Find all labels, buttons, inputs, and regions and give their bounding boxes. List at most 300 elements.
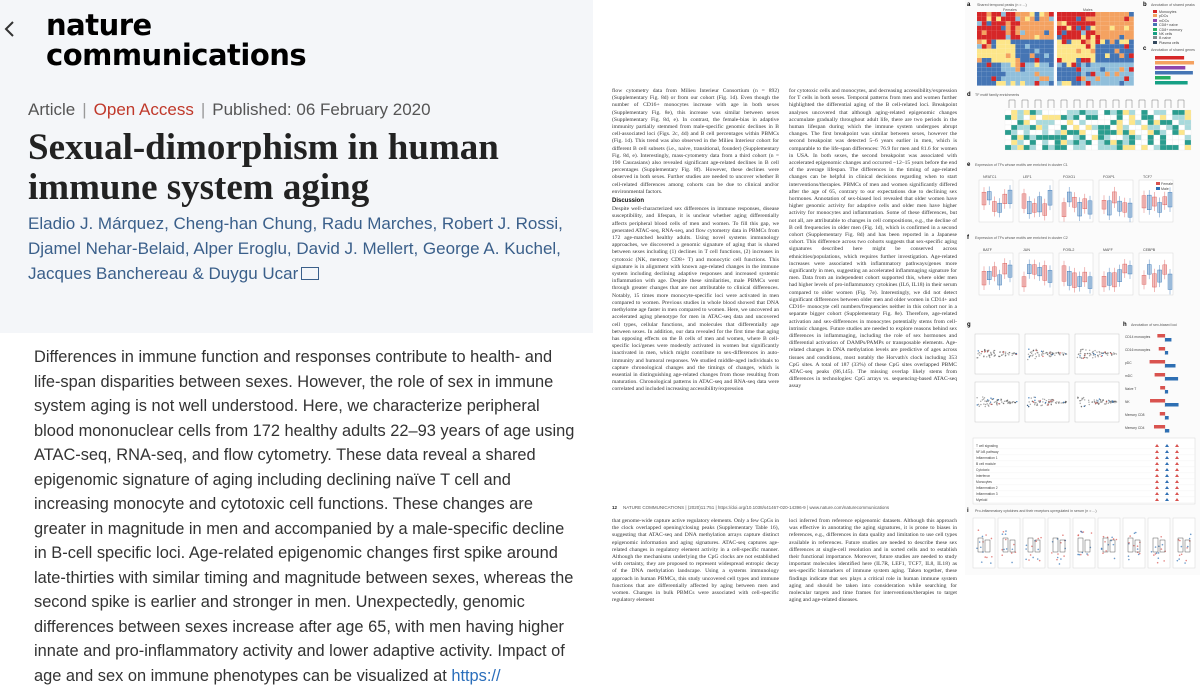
heatmap-cell <box>1119 17 1124 22</box>
heatmap-cell <box>1071 44 1076 49</box>
motif-cell <box>1011 135 1017 140</box>
ma-point <box>991 398 992 399</box>
ma-point <box>1001 354 1002 355</box>
c2-box <box>1147 265 1151 275</box>
cytokine-point <box>1011 562 1013 564</box>
heatmap-cell <box>1100 21 1105 26</box>
c2-box <box>998 275 1002 285</box>
heatmap-cell <box>1035 53 1040 58</box>
heatmap-cell <box>982 63 987 68</box>
heatmap-cell <box>1035 17 1040 22</box>
ma-point <box>1060 402 1061 403</box>
ma-point <box>1015 402 1016 403</box>
motif-cell <box>1141 140 1147 145</box>
chevron-left-icon[interactable] <box>0 18 22 40</box>
heatmap-cell <box>1039 53 1044 58</box>
cytokine-point <box>1177 560 1179 562</box>
heatmap-cell <box>991 53 996 58</box>
heatmap-cell <box>1105 72 1110 77</box>
ma-point <box>1016 353 1017 354</box>
heatmap-cell <box>1035 12 1040 17</box>
heatmap-cell <box>1100 12 1105 17</box>
heatmap-cell <box>1030 17 1035 22</box>
ma-point <box>1080 353 1081 354</box>
mail-icon[interactable] <box>301 267 319 280</box>
motif-cell <box>1185 140 1191 145</box>
ma-point <box>1042 352 1043 353</box>
heatmap-cell <box>1115 44 1120 49</box>
motif-cell <box>1135 130 1141 135</box>
ma-point <box>980 353 981 354</box>
ma-point <box>1043 353 1044 354</box>
heatmap-cell <box>1044 12 1049 17</box>
heatmap-cell <box>1124 40 1129 45</box>
heatmap-cell <box>1067 81 1072 86</box>
motif-cell <box>1166 130 1172 135</box>
heatmap-cell <box>1105 63 1110 68</box>
heatmap-cell <box>1100 17 1105 22</box>
legend-label: CD8+ naive <box>1159 23 1178 28</box>
heatmap-cell <box>1062 30 1067 35</box>
heatmap-cell <box>1129 44 1134 49</box>
cytokine-point <box>1181 546 1183 548</box>
heatmap-cell <box>1001 72 1006 77</box>
motif-cell <box>1024 120 1030 125</box>
cytokine-point <box>1179 540 1181 542</box>
legend-male-label: Male <box>1161 187 1169 191</box>
heatmap-cell <box>1030 26 1035 31</box>
col4-text: loci inferred from reference epigenomic datasets. Although this approach was effective in annotating the aging signatures, it is prone to biases in references, e.g., differences in data quality and limitation to use cell types available in references. Future studies are needed to describe these sex differences at single-cell resolution and in sorted cells and to establish their functional importance. Moreover, future studies are needed to study important molecules identified here (IL7R, LEF1, TCF7, IL8, IL18) as sex-specific biomarkers of immune system aging. Taken together, these findings indicate that sex plays a critical role in human immune system aging and should be taken into consideration while searching for molecular targets and time frames for interventions/therapies to target aging and age-related diseases. <box>789 518 957 604</box>
motif-cell <box>1067 115 1073 120</box>
heatmap-cell <box>977 26 982 31</box>
heatmap-cell <box>1100 30 1105 35</box>
ma-point <box>982 396 983 397</box>
cytokine-point <box>1083 531 1085 533</box>
ma-point <box>1030 352 1031 353</box>
heatmap-cell <box>991 49 996 54</box>
heatmap-cell <box>996 76 1001 81</box>
motif-cell <box>1141 120 1147 125</box>
heatmap-cell <box>1081 58 1086 63</box>
motif-cell <box>1048 130 1054 135</box>
motif-cell <box>1160 135 1166 140</box>
c1-box <box>1128 203 1132 217</box>
heatmap-cell <box>1049 76 1054 81</box>
cytokine-point <box>1135 532 1137 534</box>
heatmap-cell <box>1124 21 1129 26</box>
heatmap-cell <box>1049 17 1054 22</box>
c2-box <box>992 267 996 276</box>
male-bar <box>1165 429 1169 433</box>
heatmap-cell <box>1086 67 1091 72</box>
cytokine-point <box>991 538 993 540</box>
heatmap-cell <box>1086 17 1091 22</box>
motif-cell <box>1005 135 1011 140</box>
heatmap-cell <box>1006 40 1011 45</box>
cytokine-point <box>1157 562 1159 564</box>
page-column-2 <box>789 88 957 508</box>
motif-cell <box>1154 115 1160 120</box>
ma-point <box>1094 399 1095 400</box>
dendrogram-branch <box>1074 100 1080 108</box>
expr-c2-label: Expression of TFs whose motifs are enriched in cluster C2 <box>975 236 1068 240</box>
heatmap-cell <box>996 17 1001 22</box>
heatmap-cell <box>1039 49 1044 54</box>
motif-cell <box>1135 120 1141 125</box>
motif-cell <box>1005 120 1011 125</box>
cytokine-point <box>1116 539 1118 541</box>
motif-cell <box>1017 125 1023 130</box>
c1-box <box>1142 196 1146 208</box>
female-bar <box>1150 399 1165 403</box>
motif-cell <box>1117 110 1123 115</box>
heatmap-cell <box>977 76 982 81</box>
cytokine-point <box>1035 540 1037 542</box>
cytokine-point <box>1005 530 1007 532</box>
ma-point <box>1043 350 1044 351</box>
motif-cell <box>1073 135 1079 140</box>
heatmap-cell <box>1049 53 1054 58</box>
heatmap-cell <box>1006 35 1011 40</box>
heatmap-cell <box>1115 49 1120 54</box>
ma-point <box>1100 399 1101 400</box>
heatmap-cell <box>982 12 987 17</box>
cytokine-plot-frame <box>998 518 1020 568</box>
heatmap-cell <box>1011 26 1016 31</box>
cytokine-plot-frame <box>1023 518 1045 568</box>
heatmap-cell <box>1020 72 1025 77</box>
motif-cell <box>1098 120 1104 125</box>
c2-box <box>1123 264 1127 273</box>
journal-logo-line2: communications <box>46 38 307 72</box>
heatmap-cell <box>1001 26 1006 31</box>
ma-point <box>980 401 981 402</box>
heatmap-cell <box>1129 72 1134 77</box>
heatmap-cell <box>1071 40 1076 45</box>
motif-cell <box>1172 120 1178 125</box>
ma-point <box>1081 358 1082 359</box>
c1-gene-label: NFATC1 <box>983 175 997 179</box>
ma-point <box>988 405 989 406</box>
cytokine-point <box>1155 553 1157 555</box>
sex-loci-row-label: NK <box>1125 400 1130 404</box>
heatmap-cell <box>1011 44 1016 49</box>
heatmap-cell <box>1035 30 1040 35</box>
heatmap-cell <box>977 44 982 49</box>
author-names[interactable]: Eladio J. Márquez, Cheng-han Chung, Radu Marches, Robert J. Rossi, Djamel Nehar-Belaid, Alper Eroglu, David J. Mellert, George A. Kuchel, Jacques Banchereau & Duygu Ucar <box>28 214 563 283</box>
motif-cell <box>1092 135 1098 140</box>
heatmap-cell <box>1044 49 1049 54</box>
male-bar <box>1165 390 1168 394</box>
heatmap-cell <box>991 44 996 49</box>
motif-cell <box>1092 110 1098 115</box>
ma-point <box>1046 352 1047 353</box>
motif-cell <box>1061 110 1067 115</box>
panel-label-d: d <box>967 92 971 98</box>
heatmap-cell <box>1129 67 1134 72</box>
ma-point <box>1095 403 1096 404</box>
motif-cell <box>1030 145 1036 150</box>
ma-point <box>1099 354 1100 355</box>
cytokine-point <box>1114 558 1116 560</box>
motif-cell <box>1135 125 1141 130</box>
heatmap-cell <box>1049 44 1054 49</box>
journal-logo[interactable] <box>46 10 306 70</box>
cytokine-point <box>1001 554 1003 556</box>
heatmap-cell <box>1081 81 1086 86</box>
heatmap-cell <box>1057 49 1062 54</box>
motif-cell <box>1117 115 1123 120</box>
heatmap-cell <box>1057 30 1062 35</box>
ma-point <box>1007 353 1008 354</box>
ma-point <box>979 352 980 353</box>
motif-cell <box>1141 115 1147 120</box>
ma-point <box>977 404 978 405</box>
ma-point <box>1092 352 1093 353</box>
c1-box <box>982 192 986 205</box>
ma-point <box>1097 400 1098 401</box>
heatmap-cell <box>987 21 992 26</box>
motif-cell <box>1179 125 1185 130</box>
cytokine-point <box>1137 545 1139 547</box>
heatmap-cell <box>1025 53 1030 58</box>
ma-point <box>1042 398 1043 399</box>
ma-point <box>1050 353 1051 354</box>
motif-cell <box>1079 125 1085 130</box>
ma-point <box>994 355 995 356</box>
heatmap-cell <box>1039 40 1044 45</box>
motif-cell <box>1005 115 1011 120</box>
motif-cell <box>1166 125 1172 130</box>
heatmap-cell <box>1115 76 1120 81</box>
heatmap-cell <box>1105 26 1110 31</box>
motif-cell <box>1024 125 1030 130</box>
cytokine-point <box>1003 549 1005 551</box>
ma-point <box>1005 355 1006 356</box>
ma-point <box>1005 351 1006 352</box>
c1-box <box>1123 203 1127 213</box>
motif-cell <box>1067 120 1073 125</box>
c2-box <box>1003 263 1007 274</box>
motif-cell <box>1123 125 1129 130</box>
ma-point <box>1030 404 1031 405</box>
heatmap-cell <box>1006 76 1011 81</box>
motif-cell <box>1098 130 1104 135</box>
ma-point <box>1108 403 1109 404</box>
ma-point <box>1012 401 1013 402</box>
male-bar <box>1165 416 1169 420</box>
motif-cell <box>1172 110 1178 115</box>
dendrogram-branch <box>1087 100 1093 108</box>
col3-text: that genome-wide capture active regulatory elements. Only a few CpGs in the clock overlapped opening/closing peaks (Supplementary Table 16), suggesting that ATAC-seq and DNA methylation arrays capture distinct epigenomic information and aging signatures. ATAC-seq captures age-related changes in regulatory element activity in a cell-specific manner. Although the mechanisms underlying the CpG clocks are not established with certainty, they are proposed to represent widespread entropic decay of the DNA methylation landscape. Using a systems immunology approach in human PBMCs, this study uncovered cell types and immune functions that are differentially affected by aging between men and women. Changes in bulk PBMCs were associated with cell-specific regulatory element <box>612 518 779 604</box>
cytokine-point <box>1056 559 1058 561</box>
ma-point <box>976 397 977 398</box>
motif-cell <box>1036 130 1042 135</box>
heatmap-cell <box>1129 12 1134 17</box>
motif-cell <box>1123 140 1129 145</box>
motif-cell <box>1172 130 1178 135</box>
ma-point <box>1086 357 1087 358</box>
heatmap-cell <box>1110 40 1115 45</box>
heatmap-cell <box>982 21 987 26</box>
ma-point <box>1010 402 1011 403</box>
heatmap-cell <box>1039 44 1044 49</box>
ma-point <box>1095 356 1096 357</box>
motif-cell <box>1073 145 1079 150</box>
heatmap-cell <box>991 30 996 35</box>
heatmap-cell <box>1011 76 1016 81</box>
ma-point <box>1108 400 1109 401</box>
heatmap-cell <box>1067 76 1072 81</box>
motif-cell <box>1086 140 1092 145</box>
article-title: Sexual-dimorphism in human immune system aging <box>28 127 499 208</box>
cytokine-point <box>1080 554 1082 556</box>
cytokine-plot-frame <box>1048 518 1070 568</box>
motif-cell <box>1092 115 1098 120</box>
c2-box <box>1158 270 1162 282</box>
motif-cell <box>1048 120 1054 125</box>
motif-cell <box>1160 115 1166 120</box>
motif-cell <box>1135 145 1141 150</box>
motif-cell <box>1148 130 1154 135</box>
ma-point <box>997 400 998 401</box>
pathway-row-label: Monocytes <box>976 480 992 484</box>
heatmap-cell <box>1067 26 1072 31</box>
pathway-row-label: NF-kB pathway <box>976 450 999 454</box>
cytokine-point <box>1107 544 1109 546</box>
dendrogram-branch <box>1113 100 1119 108</box>
dendrogram-branch <box>1048 100 1054 108</box>
heatmap-cell <box>1071 30 1076 35</box>
ma-point <box>1034 358 1035 359</box>
ma-point <box>987 403 988 404</box>
cytokine-point <box>1153 554 1155 556</box>
ma-point <box>1051 403 1052 404</box>
motif-cell <box>1079 135 1085 140</box>
author-list[interactable] <box>28 211 593 286</box>
heatmap-cell <box>1030 72 1035 77</box>
heatmap-cell <box>1030 44 1035 49</box>
ma-point <box>1035 353 1036 354</box>
cytokine-point <box>985 534 987 536</box>
heatmap-cell <box>1015 17 1020 22</box>
heatmap-cell <box>1076 44 1081 49</box>
ma-point <box>1037 404 1038 405</box>
c2-box <box>1067 271 1071 285</box>
male-bar <box>1165 403 1179 407</box>
cytokine-point <box>1160 536 1162 538</box>
heatmap-cell <box>1086 30 1091 35</box>
heatmap-cell <box>1081 44 1086 49</box>
heatmap-cell <box>1020 21 1025 26</box>
heatmap-cell <box>1020 12 1025 17</box>
heatmap-cell <box>1095 40 1100 45</box>
ma-point <box>1016 401 1017 402</box>
c1-box <box>1083 199 1087 209</box>
heatmap-cell <box>1129 30 1134 35</box>
heatmap-cell <box>982 58 987 63</box>
legend-female-label: Female <box>1161 182 1173 186</box>
heatmap-cell <box>1006 81 1011 86</box>
cytokine-point <box>1138 554 1140 556</box>
c2-box <box>1062 266 1066 281</box>
motif-cell <box>1148 110 1154 115</box>
heatmap-cell <box>1057 21 1062 26</box>
heatmap-cell <box>987 49 992 54</box>
cytokine-point <box>1051 552 1053 554</box>
cytokine-point <box>1011 552 1013 554</box>
heatmap-cell <box>1105 53 1110 58</box>
heatmap-cell <box>1025 17 1030 22</box>
heatmap-cell <box>1076 30 1081 35</box>
heatmap-cell <box>987 81 992 86</box>
cytokine-point <box>1028 559 1030 561</box>
pathway-row-label: Inflammation 3 <box>976 492 998 496</box>
cytokine-point <box>1111 536 1113 538</box>
cytokine-point <box>1031 546 1033 548</box>
pathway-row-label: Cytotoxic <box>976 468 990 472</box>
heatmap-cell <box>1006 67 1011 72</box>
motif-cell <box>1154 110 1160 115</box>
ma-point <box>1101 356 1102 357</box>
cytokine-point <box>1184 562 1186 564</box>
heatmap-cell <box>977 58 982 63</box>
cytokine-point <box>1080 531 1082 533</box>
motif-cell <box>1079 110 1085 115</box>
heatmap-cell <box>1124 58 1129 63</box>
figure-graphics <box>965 0 1200 575</box>
cytokine-point <box>1105 550 1107 552</box>
heatmap-cell <box>1076 81 1081 86</box>
heatmap-cell <box>1100 35 1105 40</box>
heatmap-cell <box>1011 81 1016 86</box>
ma-point <box>1060 352 1061 353</box>
ma-point <box>1011 355 1012 356</box>
ma-point <box>1050 402 1051 403</box>
cytokine-plot-frame <box>1073 518 1095 568</box>
heatmap-cell <box>1119 21 1124 26</box>
heatmap-cell <box>1086 26 1091 31</box>
c2-gene-label: FOSL2 <box>1063 248 1075 252</box>
ma-point <box>1001 401 1002 402</box>
motif-cell <box>1098 135 1104 140</box>
ma-point <box>987 401 988 402</box>
motif-cell <box>1042 130 1048 135</box>
heatmap-cell <box>1015 67 1020 72</box>
heatmap-cell <box>1015 40 1020 45</box>
heatmap-cell <box>1044 72 1049 77</box>
ma-point <box>994 350 995 351</box>
open-access-badge[interactable]: Open Access <box>93 100 194 119</box>
c2-box <box>1142 275 1146 284</box>
heatmap-cell <box>1076 58 1081 63</box>
motif-cell <box>1086 130 1092 135</box>
cytokine-point <box>1163 560 1165 562</box>
dendrogram-branch <box>1035 100 1041 108</box>
heatmap-cell <box>1124 76 1129 81</box>
heatmap-cell <box>1030 81 1035 86</box>
heatmap-cell <box>1025 30 1030 35</box>
motif-cell <box>1123 130 1129 135</box>
ma-point <box>1089 353 1090 354</box>
heatmap-cell <box>1086 53 1091 58</box>
motif-cell <box>1110 115 1116 120</box>
heatmap-cell <box>1062 76 1067 81</box>
heatmap-cell <box>982 26 987 31</box>
abstract-link[interactable]: https:// <box>451 666 501 685</box>
heatmap-cell <box>1039 76 1044 81</box>
heatmap-cell <box>1076 35 1081 40</box>
